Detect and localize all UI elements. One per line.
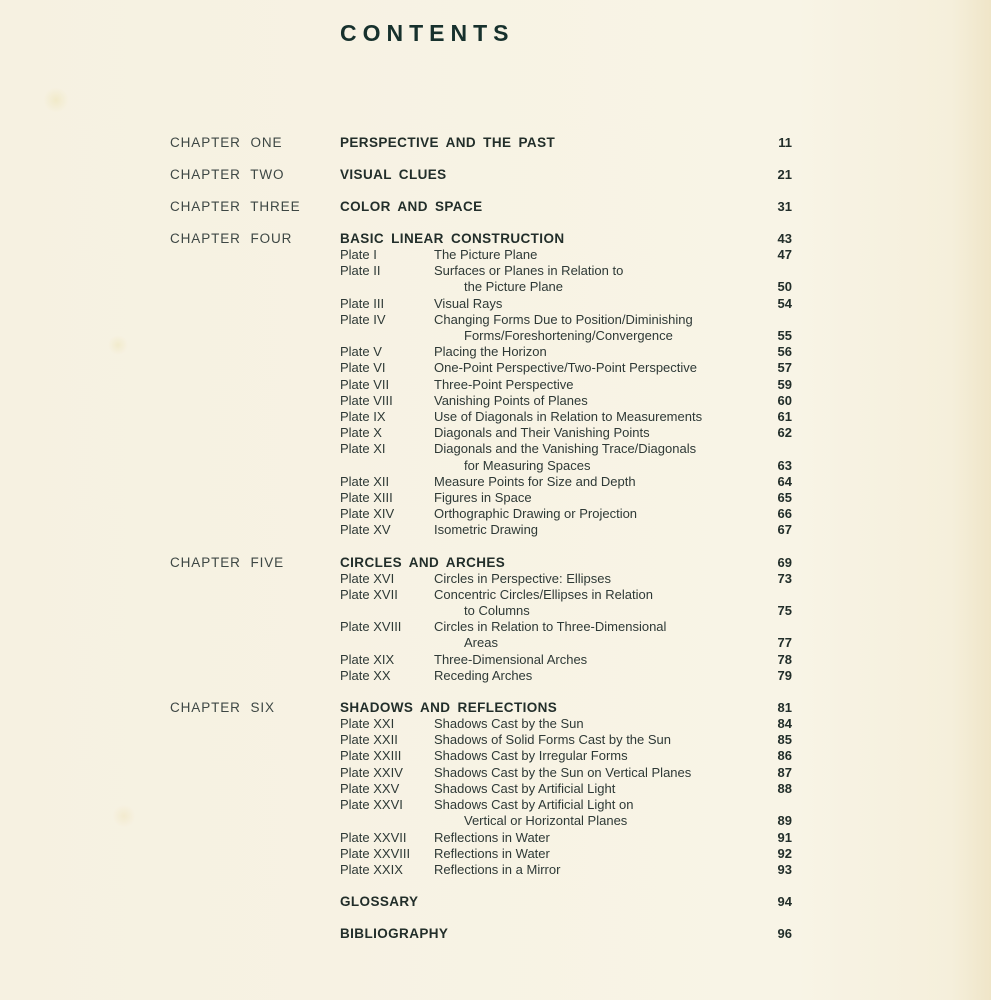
plate-page-number: 73 <box>777 570 792 586</box>
plate-page-number: 84 <box>777 716 792 732</box>
plate-label: Plate XIII <box>340 490 393 506</box>
plate-description <box>434 393 746 409</box>
plate-row <box>340 474 792 490</box>
plate-description-line-1: Reflections in Water <box>434 829 550 845</box>
section-title: GLOSSARY <box>340 894 419 910</box>
plate-page-number: 87 <box>777 764 792 780</box>
section-title: COLOR AND SPACE <box>340 199 483 214</box>
plate-row <box>340 377 792 393</box>
section-page-number: 96 <box>777 926 792 942</box>
plate-description <box>434 846 746 862</box>
plate-description-line-2: Areas <box>464 635 498 651</box>
plate-description-line-1: Shadows of Solid Forms Cast by the Sun <box>434 732 672 748</box>
plate-row <box>340 490 792 506</box>
plate-description <box>434 765 746 781</box>
plate-label: Plate XXII <box>340 732 398 748</box>
chapter-row <box>170 894 792 910</box>
plate-row <box>340 425 792 441</box>
plate-page-number: 50 <box>777 279 792 295</box>
plate-description <box>434 668 746 684</box>
plate-row <box>340 652 792 668</box>
section-page-number: 43 <box>777 231 792 246</box>
plate-description <box>434 748 746 764</box>
plate-description <box>434 312 746 344</box>
plate-description-line-1: Vanishing Points of Planes <box>434 392 588 408</box>
plate-description-line-1: Three-Dimensional Arches <box>434 651 588 667</box>
plate-page-number: 86 <box>777 748 792 764</box>
plate-row <box>340 571 792 587</box>
plate-label: Plate XI <box>340 441 386 457</box>
plate-label: Plate XXI <box>340 716 395 732</box>
plate-page-number: 54 <box>777 295 792 311</box>
plate-label: Plate XXIII <box>340 748 402 764</box>
plate-label: Plate XXVIII <box>340 845 411 861</box>
plate-label: Plate VIII <box>340 392 393 408</box>
plate-description <box>434 441 746 473</box>
plate-row <box>340 360 792 376</box>
plate-page-number: 57 <box>777 360 792 376</box>
chapter-row <box>170 926 792 942</box>
plate-label: Plate VII <box>340 376 390 392</box>
plate-row <box>340 797 792 829</box>
plate-row <box>340 506 792 522</box>
plate-page-number: 60 <box>777 392 792 408</box>
plate-page-number: 63 <box>777 457 792 473</box>
plate-label: Plate IX <box>340 409 386 425</box>
plate-row <box>340 862 792 878</box>
plate-page-number: 88 <box>777 780 792 796</box>
plate-description-line-1: Diagonals and Their Vanishing Points <box>434 425 650 441</box>
plate-page-number: 67 <box>777 522 792 538</box>
plate-description-line-1: Circles in Perspective: Ellipses <box>434 570 612 586</box>
toc-section <box>170 894 792 910</box>
chapter-label: CHAPTER THREE <box>170 199 301 214</box>
plate-label: Plate XVI <box>340 570 395 586</box>
plate-row <box>340 716 792 732</box>
plate-page-number: 55 <box>777 328 792 344</box>
plate-description <box>434 409 746 425</box>
plate-label: Plate XIX <box>340 651 395 667</box>
plate-page-number: 56 <box>777 344 792 360</box>
plate-row <box>340 312 792 344</box>
plate-row <box>340 296 792 312</box>
toc-list <box>170 135 792 958</box>
plate-label: Plate XXVII <box>340 829 407 845</box>
plate-row <box>340 765 792 781</box>
plate-description <box>434 474 746 490</box>
plate-page-number: 65 <box>777 490 792 506</box>
plate-page-number: 47 <box>777 247 792 262</box>
plate-page-number: 61 <box>777 409 792 425</box>
chapter-row <box>170 167 792 183</box>
toc-section <box>170 926 792 942</box>
plate-page-number: 59 <box>777 376 792 392</box>
plate-row <box>340 409 792 425</box>
chapter-label: CHAPTER TWO <box>170 167 285 182</box>
plate-description-line-1: Circles in Relation to Three-Dimensional <box>434 619 667 635</box>
plate-description-line-1: Concentric Circles/Ellipses in Relation <box>434 586 653 602</box>
chapter-row <box>170 231 792 247</box>
plate-label: Plate XXV <box>340 780 400 796</box>
plate-page-number: 92 <box>777 845 792 861</box>
plate-description <box>434 296 746 312</box>
section-title: PERSPECTIVE AND THE PAST <box>340 135 556 150</box>
plate-label: Plate XIV <box>340 506 395 522</box>
plate-description-line-1: Shadows Cast by Artificial Light on <box>434 797 634 813</box>
plate-description-line-1: The Picture Plane <box>434 247 538 262</box>
section-title: CIRCLES AND ARCHES <box>340 554 506 570</box>
plate-description-line-1: Diagonals and the Vanishing Trace/Diagonals <box>434 441 697 457</box>
toc-section <box>170 199 792 215</box>
chapter-label: CHAPTER SIX <box>170 700 275 716</box>
plate-description <box>434 506 746 522</box>
chapter-label: CHAPTER FOUR <box>170 231 293 246</box>
plate-description-line-1: Use of Diagonals in Relation to Measurements <box>434 409 703 425</box>
plate-label: Plate XXIX <box>340 861 403 877</box>
plate-page-number: 64 <box>777 473 792 489</box>
plate-description-line-1: Isometric Drawing <box>434 522 539 538</box>
plate-list <box>340 716 792 878</box>
plate-description <box>434 377 746 393</box>
plate-label: Plate XVII <box>340 586 398 602</box>
plate-page-number: 75 <box>777 603 792 619</box>
section-page-number: 31 <box>777 199 792 214</box>
plate-label: Plate XXIV <box>340 764 403 780</box>
plate-page-number: 62 <box>777 425 792 441</box>
plate-description-line-1: Measure Points for Size and Depth <box>434 473 636 489</box>
plate-page-number: 79 <box>777 667 792 683</box>
plate-description <box>434 344 746 360</box>
page-title: CONTENTS <box>340 20 515 46</box>
plate-description-line-2: the Picture Plane <box>464 279 564 295</box>
section-title: BIBLIOGRAPHY <box>340 926 449 942</box>
plate-label: Plate VI <box>340 360 386 376</box>
chapter-row <box>170 199 792 215</box>
plate-label: Plate III <box>340 295 385 311</box>
plate-label: Plate XX <box>340 667 391 683</box>
plate-label: Plate X <box>340 425 382 441</box>
plate-description <box>434 571 746 587</box>
plate-description <box>434 862 746 878</box>
plate-description-line-1: Shadows Cast by Artificial Light <box>434 780 616 796</box>
section-title: SHADOWS AND REFLECTIONS <box>340 700 558 716</box>
section-page-number: 81 <box>777 700 792 716</box>
plate-row <box>340 247 792 263</box>
chapter-row <box>170 555 792 571</box>
plate-row <box>340 668 792 684</box>
plate-row <box>340 846 792 862</box>
plate-description-line-1: Shadows Cast by the Sun on Vertical Planes <box>434 764 692 780</box>
plate-description-line-1: Shadows Cast by Irregular Forms <box>434 748 628 764</box>
plate-description <box>434 587 746 619</box>
plate-description-line-1: Surfaces or Planes in Relation to <box>434 263 624 279</box>
plate-row <box>340 748 792 764</box>
plate-description-line-2: to Columns <box>464 603 530 619</box>
plate-description-line-2: Forms/Foreshortening/Convergence <box>464 328 673 344</box>
plate-description-line-1: Receding Arches <box>434 667 533 683</box>
plate-description <box>434 716 746 732</box>
plate-description <box>434 732 746 748</box>
plate-label: Plate XII <box>340 473 390 489</box>
plate-description <box>434 781 746 797</box>
plate-description-line-1: Changing Forms Due to Position/Diminishing <box>434 311 693 327</box>
chapter-row <box>170 135 792 151</box>
plate-description <box>434 797 746 829</box>
plate-page-number: 77 <box>777 635 792 651</box>
plate-label: Plate IV <box>340 311 386 327</box>
plate-description-line-2: for Measuring Spaces <box>464 457 591 473</box>
plate-label: Plate XVIII <box>340 619 402 635</box>
plate-description <box>434 247 746 263</box>
plate-row <box>340 587 792 619</box>
plate-row <box>340 441 792 473</box>
plate-list <box>340 571 792 684</box>
plate-description-line-1: Placing the Horizon <box>434 344 547 360</box>
toc-section <box>170 231 792 539</box>
plate-description-line-1: Three-Point Perspective <box>434 376 574 392</box>
section-page-number: 21 <box>777 167 792 182</box>
plate-description-line-1: Figures in Space <box>434 490 532 506</box>
plate-description <box>434 652 746 668</box>
plate-row <box>340 344 792 360</box>
section-page-number: 69 <box>777 554 792 570</box>
toc-section <box>170 135 792 151</box>
plate-row <box>340 619 792 651</box>
section-page-number: 94 <box>777 894 792 910</box>
chapter-label: CHAPTER FIVE <box>170 554 285 570</box>
plate-page-number: 78 <box>777 651 792 667</box>
plate-page-number: 89 <box>777 813 792 829</box>
plate-description <box>434 522 746 538</box>
plate-description <box>434 490 746 506</box>
toc-section <box>170 167 792 183</box>
plate-description-line-1: Reflections in a Mirror <box>434 861 561 877</box>
plate-page-number: 85 <box>777 732 792 748</box>
plate-description <box>434 830 746 846</box>
plate-label: Plate XXVI <box>340 797 403 813</box>
plate-label: Plate II <box>340 263 381 279</box>
toc-section <box>170 555 792 684</box>
section-title: BASIC LINEAR CONSTRUCTION <box>340 231 565 246</box>
plate-description-line-1: Visual Rays <box>434 295 503 311</box>
plate-description-line-2: Vertical or Horizontal Planes <box>464 813 628 829</box>
plate-page-number: 66 <box>777 506 792 522</box>
section-page-number: 11 <box>778 135 792 150</box>
plate-list <box>340 247 792 539</box>
plate-description <box>434 263 746 295</box>
toc-section <box>170 700 792 878</box>
plate-page-number: 93 <box>777 861 792 877</box>
plate-description-line-1: Reflections in Water <box>434 845 550 861</box>
plate-label: Plate I <box>340 247 377 262</box>
plate-description-line-1: Orthographic Drawing or Projection <box>434 506 638 522</box>
section-title: VISUAL CLUES <box>340 167 447 182</box>
plate-row <box>340 781 792 797</box>
plate-row <box>340 522 792 538</box>
chapter-row <box>170 700 792 716</box>
plate-description <box>434 360 746 376</box>
plate-description <box>434 425 746 441</box>
plate-row <box>340 830 792 846</box>
plate-row <box>340 393 792 409</box>
plate-description-line-1: Shadows Cast by the Sun <box>434 716 584 732</box>
chapter-label: CHAPTER ONE <box>170 135 283 150</box>
plate-row <box>340 263 792 295</box>
plate-label: Plate V <box>340 344 382 360</box>
plate-row <box>340 732 792 748</box>
plate-description <box>434 619 746 651</box>
plate-label: Plate XV <box>340 522 391 538</box>
plate-description-line-1: One-Point Perspective/Two-Point Perspective <box>434 360 698 376</box>
plate-page-number: 91 <box>777 829 792 845</box>
